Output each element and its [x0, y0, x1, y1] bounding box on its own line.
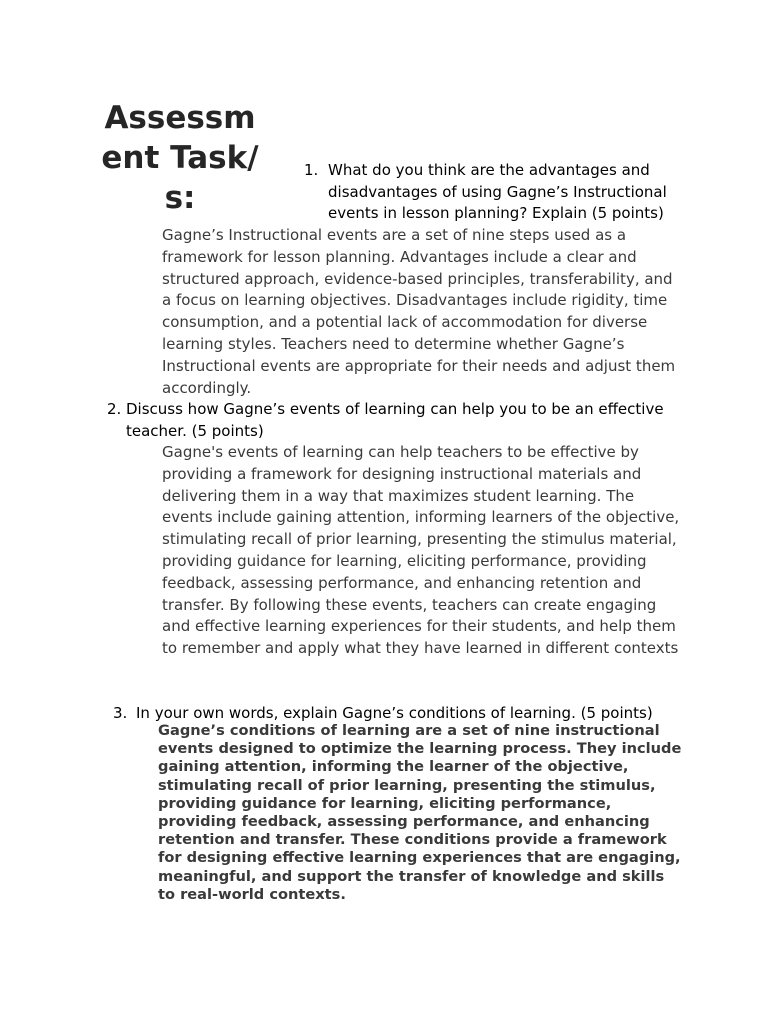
- question-2-text: Discuss how Gagne’s events of learning can help you to be an effective teacher. (5 points): [126, 400, 664, 440]
- question-3-text: In your own words, explain Gagne’s conditions of learning. (5 points): [136, 704, 653, 722]
- answer-3: Gagne’s conditions of learning are a set of nine instructional events designed to optimize the learning process. They include gaining attention, informing the learner of the objective, stimulating recall of prior learning, presenting the stimulus, providing guidance for learning, eliciting performance, providing feedback, assessing performance, and enhancing retention and transfer. These conditions provide a framework for designing effective learning experiences that are engaging, meaningful, and support the transfer of knowledge and skills to real-world contexts.: [158, 722, 682, 903]
- question-1-number: 1.: [304, 161, 319, 179]
- question-2: [107, 399, 686, 442]
- answer-1: Gagne’s Instructional events are a set of nine steps used as a framework for lesson planning. Advantages include a clear and structured approach, evidence-based principles, transferability, and a focus on learning objectives. Disadvantages include rigidity, time consumption, and a potential lack of accommodation for diverse learning styles. Teachers need to determine whether Gagne’s Instructional events are appropriate for their needs and adjust them accordingly.: [162, 226, 676, 397]
- question-1: [304, 160, 678, 225]
- page-title: Assessment Task/s:: [101, 100, 259, 216]
- question-3-number: 3.: [113, 704, 128, 722]
- answer-2: Gagne's events of learning can help teachers to be effective by providing a framework for designing instructional materials and delivering them in a way that maximizes student learning. The events include gaining attention, informing learners of the objective, stimulating recall of prior learning, presenting the stimulus material, providing guidance for learning, eliciting performance, providing feedback, assessing performance, and enhancing retention and transfer. By following these events, teachers can create engaging and effective learning experiences for their students, and help them to remember and apply what they have learned in different contexts: [162, 443, 680, 658]
- question-2-number: 2.: [107, 400, 122, 418]
- question-1-text: What do you think are the advantages and disadvantages of using Gagne’s Instructional events in lesson planning? Explain (5 points): [328, 161, 667, 223]
